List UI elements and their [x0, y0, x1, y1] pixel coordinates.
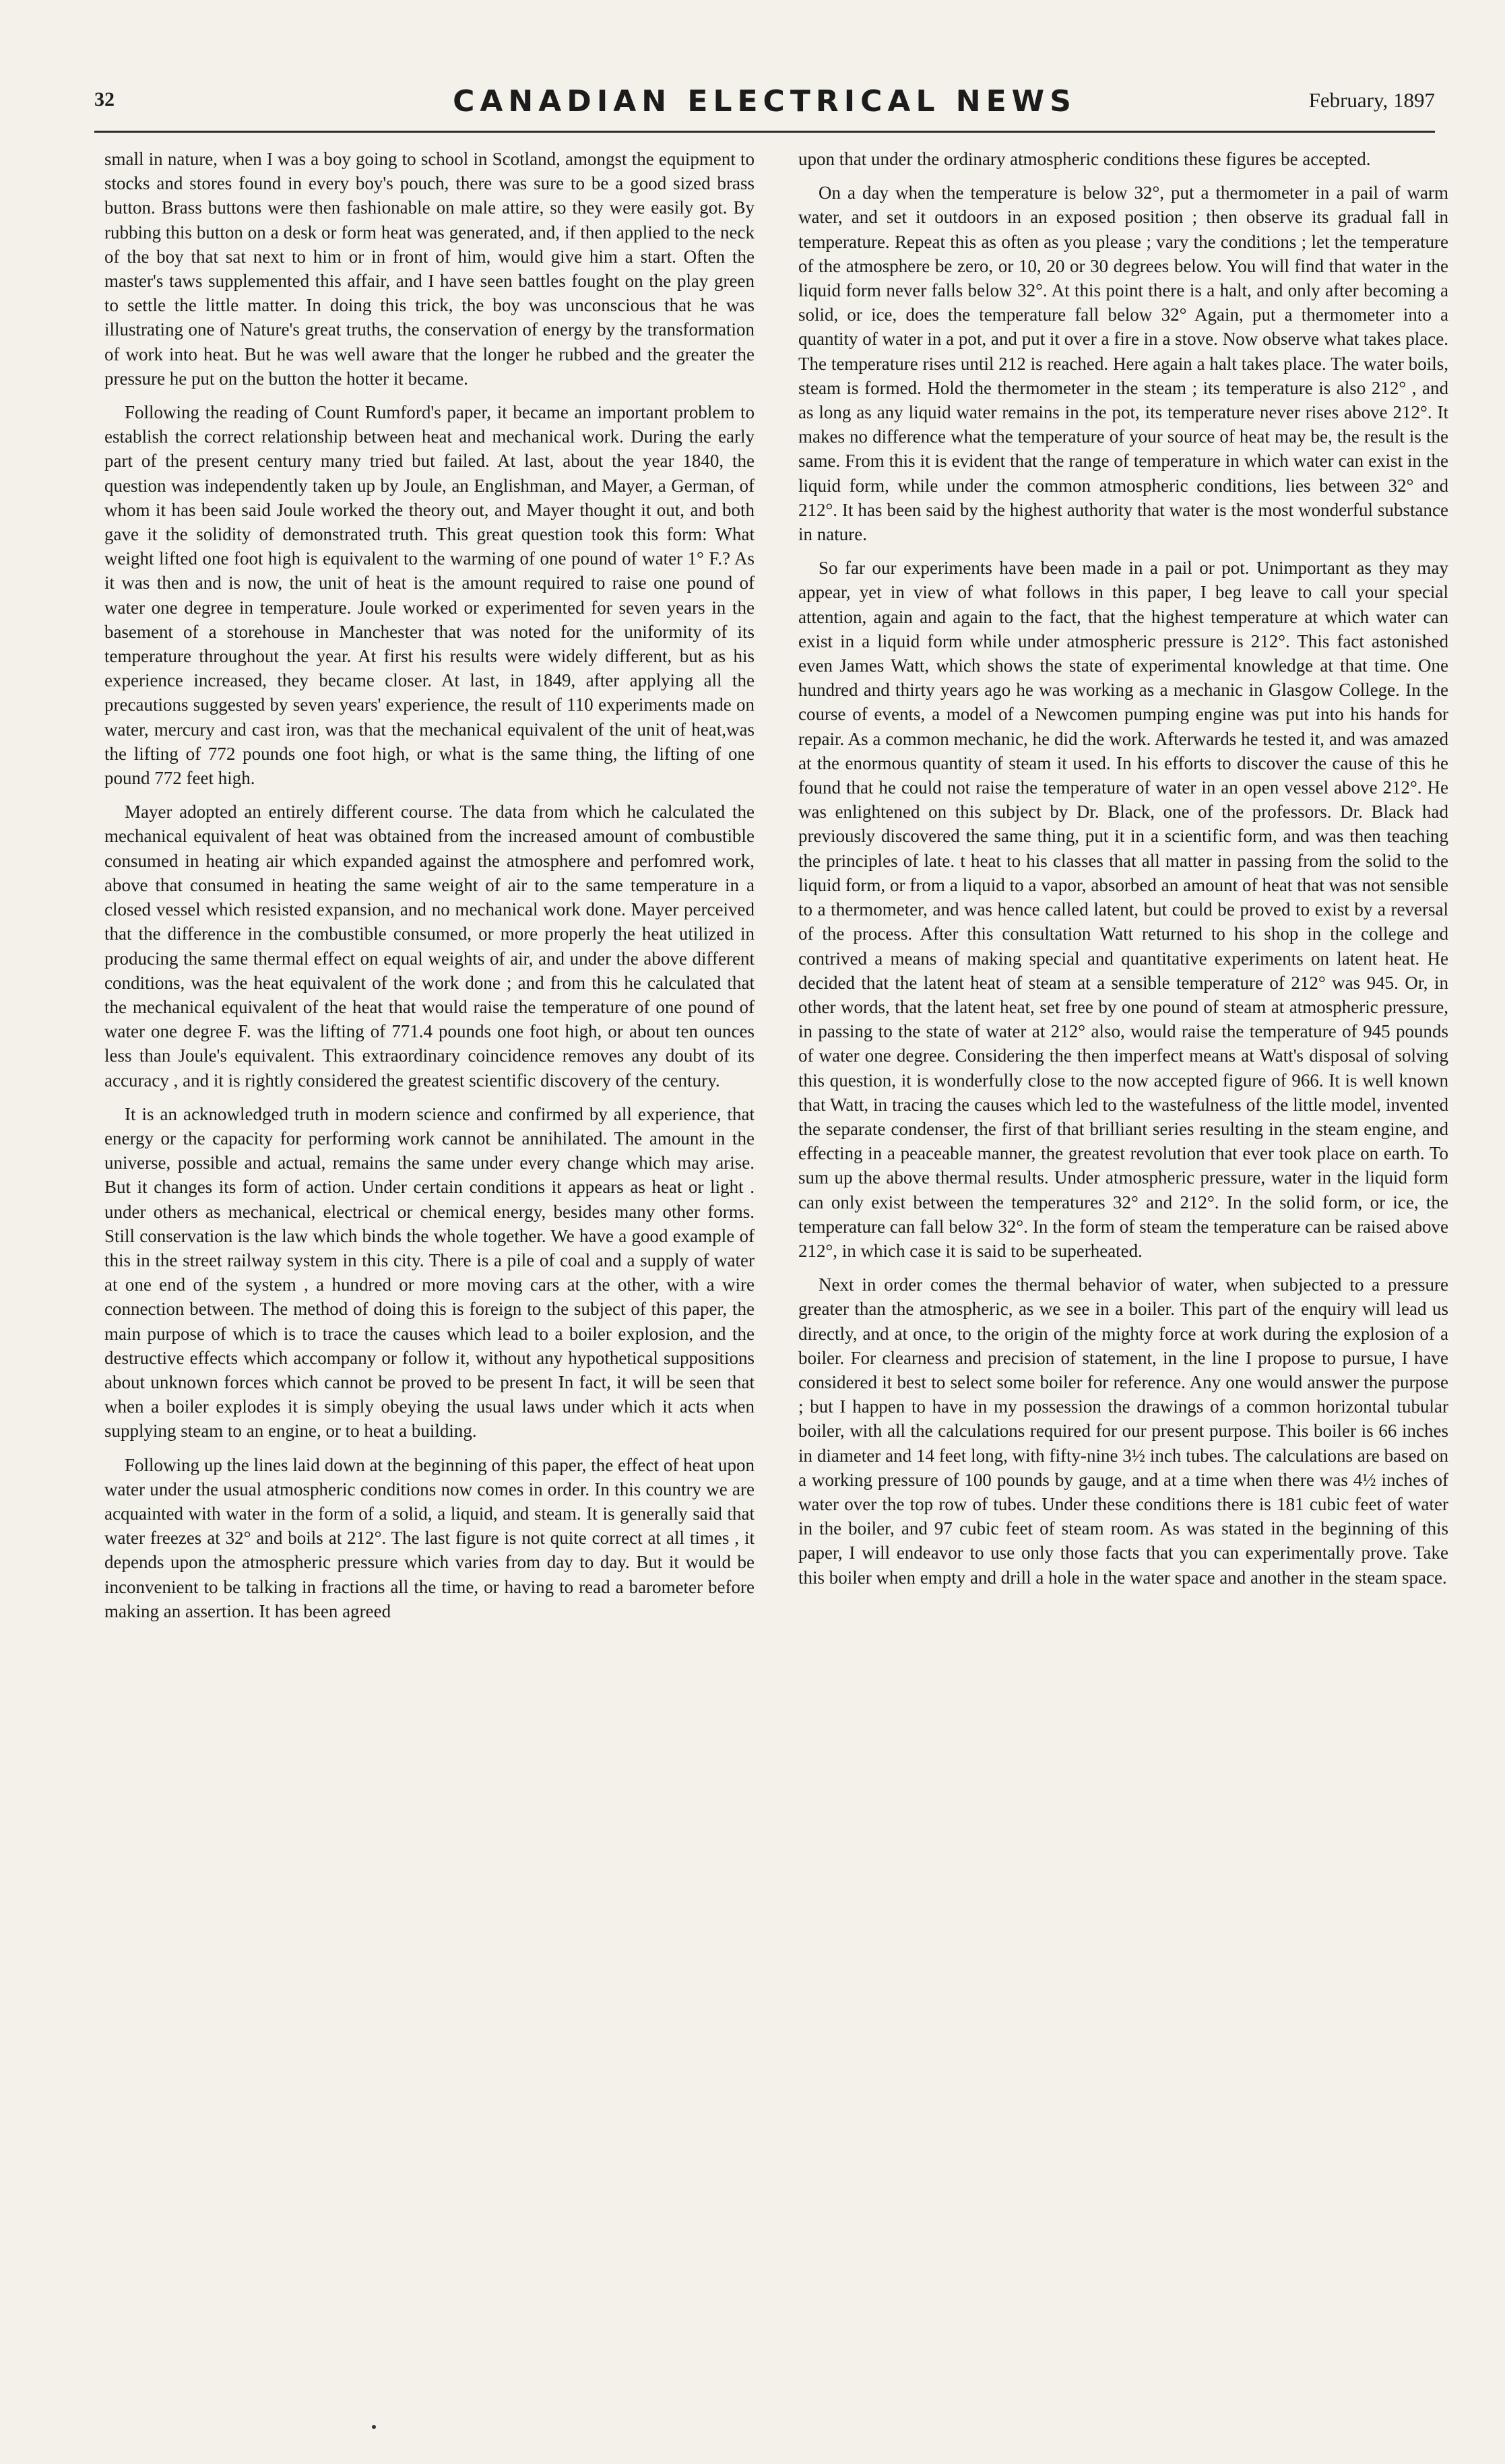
paragraph: It is an acknowledged truth in modern science and confirmed by all experience, that energy or the capacity for performing work cannot be annihilated. The amount in the universe, possible and actual, remains the same under every change which may arise. But it changes its form of action. Under certain conditions it appears as heat or light . under others as mechanical, electrical or chemical energy, besides many other forms. Still conservation is the law which binds the whole together. We have a good example of this in the street railway system in this city. There is a pile of coal and a supply of water at one end of the system , a hundred or more moving cars at the other, with a wire connection between. The method of doing this is foreign to the subject of this paper, the main purpose of which is to trace the causes which lead to a boiler explosion, and the destructive effects which accompany or follow it, without any hypothetical suppositions about unknown forces which cannot be proved to be present In fact, it will be seen that when a boiler explodes it is simply obeying the usual laws under which it acts when supplying steam to an engine, or to heat a building. — [104, 1103, 755, 1441]
paragraph: So far our experiments have been made in a pail or pot. Unimportant as they may appear, yet in view of what follows in this paper, I beg leave to call your special attention, again and again to the fact, that the highest temperature at which water can exist in a liquid form while under atmospheric pressure is 212°. This fact astonished even James Watt, which shows the state of experimental knowledge at that time. One hundred and thirty years ago he was working as a mechanic in Glasgow College. In the course of events, a model of a Newcomen pumping engine was put into his hands for repair. As a common mechanic, he did the work. Afterwards he tested it, and was amazed at the enormous quantity of steam it used. In his efforts to discover the cause of this he found that he could not raise the temperature of water in an open vessel above 212°. He was enlightened on this subject by Dr. Black, one of the professors. Dr. Black had previously discovered the same thing, put it in a scientific form, and was then teaching the principles of late. t heat to his classes that all matter in passing from the solid to the liquid form, or from a liquid to a vapor, absorbed an amount of heat that was not sensible to a thermometer, and was hence called latent, but could be proved to exist by a reversal of the process. After this consultation Watt returned to his shop in the college and contrived a means of making special and quantitative experiments on latent heat. He decided that the latent heat of steam at a sensible temperature of 212° was 945. Or, in other words, that the latent heat, set free by one pound of steam at atmospheric pressure, in passing to the state of water at 212° also, would raise the temperature of 945 pounds of water one degree. Considering the then imperfect means at Watt's disposal of solving this question, it is wonderfully close to the now accepted figure of 966. It is well known that Watt, in tracing the causes which led to the wastefulness of the little model, invented the separate condenser, the first of that brilliant series resulting in the steam engine, and effecting in a peaceable manner, the greatest revolution that ever took place on earth. To sum up the above thermal results. Under atmospheric pressure, water in the liquid form can only exist between the temperatures 32° and 212°. In the solid form, or ice, the temperature can fall below 32°. In the form of steam the temperature can be raised above 212°, in which case it is said to be superheated. — [798, 558, 1448, 1261]
paragraph: Following up the lines laid down at the beginning of this paper, the effect of heat upon water under the usual atmospheric conditions now comes in order. In this country we are acquainted with water in the form of a solid, a liquid, and steam. It is generally said that water freezes at 32° and boils at 212°. The last figure is not quite correct at all times , it depends upon the atmospheric pressure which varies from day to day. But it would be inconvenient to be talking in fractions all the time, or having to read a barometer before making an assertion. It has been agreed — [104, 1454, 755, 1621]
header-rule — [94, 131, 1435, 133]
page-number: 32 — [94, 88, 115, 110]
paragraph: upon that under the ordinary atmospheric conditions these figures be accepted. — [798, 149, 1371, 169]
paragraph: Mayer adopted an entirely different course. The data from which he calculated the mechanical equivalent of heat was obtained from the increased amount of combustible consumed in heating air which expanded against the atmosphere and perfomred work, above that consumed in heating the same weight of air to the same temperature in a closed vessel which resisted expansion, and no mechanical work done. Mayer perceived that the difference in the combustible consumed, or more properly the heat utilized in producing the same thermal effect on equal weights of air, and under the above different conditions, was the heat equivalent of the work done ; and from this he calculated that the mechanical equivalent of the heat that would raise the temperature of one pound of water one degree F. was the lifting of 771.4 pounds one foot high, or about ten ounces less than Joule's equivalent. This extraordinary coincidence removes any doubt of its accuracy , and it is rightly considered the greatest scientific discovery of the century. — [104, 802, 755, 1091]
page-header — [94, 84, 1435, 125]
left-column — [104, 147, 755, 1633]
right-column — [798, 147, 1448, 1599]
footer-dot — [372, 2425, 376, 2429]
paragraph: On a day when the temperature is below 32°, put a thermometer in a pail of warm water, and set it outdoors in an exposed position ; then observe its gradual fall in temperature. Repeat this as often as you please ; vary the conditions ; let the temperature of the atmosphere be zero, or 10, 20 or 30 degrees below. You will find that water in the liquid form never falls below 32°. At this point there is a halt, and only after becoming a solid, or ice, does the temperature fall below 32° Again, put a thermometer into a quantity of water in a pot, and put it over a fire in a stove. Now observe what takes place. The temperature rises until 212 is reached. Here again a halt takes place. The water boils, steam is formed. Hold the thermometer in the steam ; its temperature is also 212° , and as long as any liquid water remains in the pot, its temperature never rises above 212°. It makes no difference what the temperature of your source of heat may be, the result is the same. From this it is evident that the range of temperature in which water can exist in the liquid form, while under the common atmospheric conditions, lies between 32° and 212°. It has been said by the highest authority that water is the most wonderful substance in nature. — [798, 183, 1448, 545]
journal-title: CANADIAN ELECTRICAL NEWS — [453, 84, 1077, 119]
paragraph: Next in order comes the thermal behavior of water, when subjected to a pressure greater than the atmospheric, as we see in a boiler. This part of the enquiry will lead us directly, and at once, to the origin of the mighty force at work during the explosion of a boiler. For clearness and precision of statement, in the line I propose to pursue, I have considered it best to select some boiler for reference. Any one would answer the purpose ; but I happen to have in my possession the drawings of a common horizontal tubular boiler, with all the calculations required for our present purpose. This boiler is 66 inches in diameter and 14 feet long, with fifty-nine 3½ inch tubes. The calculations are based on a working pressure of 100 pounds by gauge, and at a time when there was 4½ inches of water over the top row of tubes. Under these conditions there is 181 cubic feet of water in the boiler, and 97 cubic feet of steam room. As was stated in the beginning of this paper, I will endeavor to use only those facts that you can experimentally prove. Take this boiler when empty and drill a hole in the water space and another in the steam space. — [798, 1274, 1448, 1588]
issue-date: February, 1897 — [1308, 88, 1435, 112]
paragraph: small in nature, when I was a boy going to school in Scotland, amongst the equipment to stocks and stores found in every boy's pouch, there was sure to be a good sized brass button. Brass buttons were then fashionable on male attire, so they were easily got. By rubbing this button on a desk or form heat was generated, and, if then applied to the neck of the boy that sat next to him or in front of him, would give him a start. Often the master's taws supplemented this affair, and I have seen battles fought on the play green to settle the little matter. In doing this trick, the boy was unconscious that he was illustrating one of Nature's great truths, the conservation of energy by the transformation of work into heat. But he was well aware that the longer he rubbed and the greater the pressure he put on the button the hotter it became. — [104, 149, 755, 389]
paragraph: Following the reading of Count Rumford's paper, it became an important problem to establish the correct relationship between heat and mechanical work. During the early part of the present century many tried but failed. At last, about the year 1840, the question was independently taken up by Joule, an Englishman, and Mayer, a German, of whom it has been said Joule worked the theory out, and Mayer thought it out, and both gave it the solidity of demonstrated truth. This great question took this form: What weight lifted one foot high is equivalent to the warming of one pound of water 1° F.? As it was then and is now, the unit of heat is the amount required to raise one pound of water one degree in temperature. Joule worked or experimented for seven years in the basement of a storehouse in Manchester that was noted for the uniformity of its temperature throughout the year. At first his results were widely different, but as his experience increased, they became closer. At last, in 1849, after applying all the precautions suggested by seven years' experience, the result of 110 experiments made on water, mercury and cast iron, was that the mechanical equivalent of the unit of heat,was the lifting of 772 pounds one foot high, or what is the same thing, the lifting of one pound 772 feet high. — [104, 402, 755, 789]
